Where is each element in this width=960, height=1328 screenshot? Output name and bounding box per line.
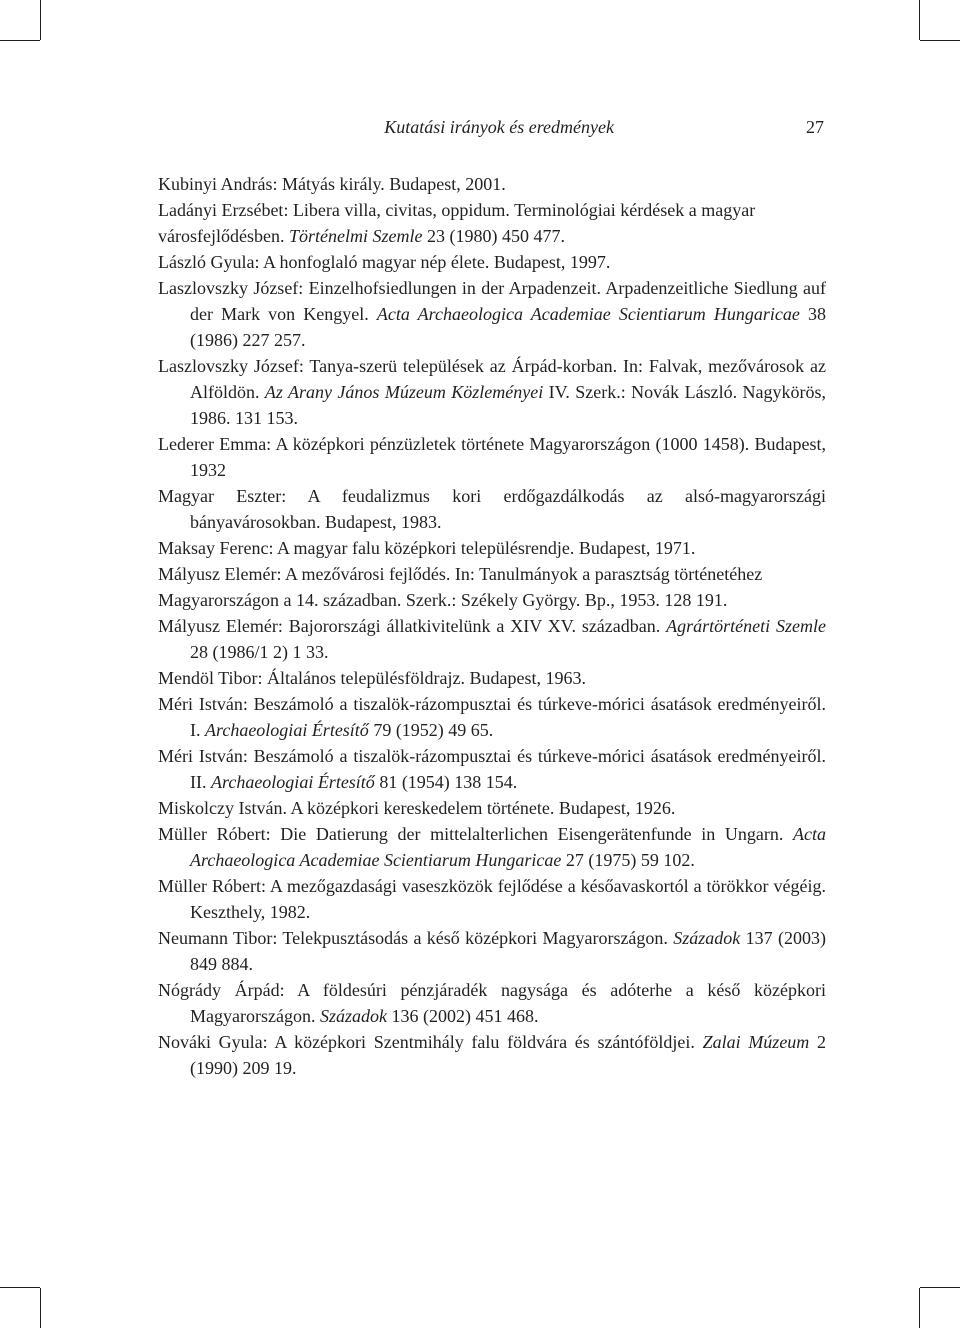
reference-entry (158, 431, 826, 483)
reference-text: Miskolczy István. A középkori kereskedelem története. Budapest, 1926. (158, 798, 676, 818)
reference-journal-title: Acta Archaeologica Academiae Scientiarum Hungaricae (190, 824, 826, 870)
reference-text: Mendöl Tibor: Általános településföldrajz. Budapest, 1963. (158, 668, 586, 688)
crop-mark (919, 0, 920, 40)
reference-entry (158, 171, 826, 197)
reference-entry (158, 1029, 826, 1081)
reference-entry (158, 795, 826, 821)
reference-entry (158, 873, 826, 925)
reference-journal-title: Századok (319, 1006, 387, 1026)
reference-text: Magyarországon a 14. században. Szerk.: Székely György. Bp., 1953. 128 191. (158, 590, 728, 610)
reference-text: Laszlovszky József: Tanya-szerü települések az Árpád-korban. In: Falvak, mezővárosok az Alföldön. (158, 356, 826, 402)
reference-text: Müller Róbert: Die Datierung der mittelalterlichen Eisengerätenfunde in Ungarn. (158, 824, 793, 844)
reference-text: 79 (1952) 49 65. (368, 720, 494, 740)
reference-text: 27 (1975) 59 102. (561, 850, 695, 870)
crop-mark (919, 1288, 920, 1328)
reference-text: Laszlovszky József: Einzelhofsiedlungen in der Arpadenzeit. Arpadenzeitliche Siedlung auf der Mark von Kengyel. (158, 278, 826, 324)
running-head (158, 117, 826, 141)
reference-journal-title: Századok (673, 928, 741, 948)
crop-mark (0, 40, 40, 41)
reference-entry (158, 821, 826, 873)
reference-entry (158, 613, 826, 665)
reference-text: 2 (1990) 209 19. (190, 1032, 827, 1078)
reference-text: Lederer Emma: A középkori pénzüzletek története Magyarországon (1000 1458). Budapest, 1932 (158, 434, 826, 480)
reference-entry (158, 743, 826, 795)
reference-journal-title: Archaeologiai Értesítő (211, 772, 375, 792)
reference-entry (158, 275, 826, 353)
crop-mark (920, 40, 960, 41)
reference-journal-title: Az Arany János Múzeum Közleményei (264, 382, 544, 402)
reference-entry (158, 223, 826, 249)
reference-text: László Gyula: A honfoglaló magyar nép élete. Budapest, 1997. (158, 252, 611, 272)
reference-text: 137 (2003) 849 884. (190, 928, 826, 974)
reference-list (158, 171, 826, 1081)
reference-text: Maksay Ferenc: A magyar falu középkori településrendje. Budapest, 1971. (158, 538, 696, 558)
reference-entry (158, 483, 826, 535)
reference-text: 28 (1986/1 2) 1 33. (190, 642, 329, 662)
reference-text: Nováki Gyula: A középkori Szentmihály falu földvára és szántóföldjei. (158, 1032, 703, 1052)
crop-mark (0, 1287, 40, 1288)
reference-journal-title: Zalai Múzeum (702, 1032, 810, 1052)
reference-text: Magyar Eszter: A feudalizmus kori erdőgazdálkodás az alsó-magyarországi bányavárosokban. Budapest, 1983. (158, 486, 826, 532)
reference-text: 23 (1980) 450 477. (422, 226, 565, 246)
reference-text: Mályusz Elemér: A mezővárosi fejlődés. In: Tanulmányok a parasztság történetéhez (158, 564, 763, 584)
reference-text: 81 (1954) 138 154. (374, 772, 518, 792)
reference-entry (158, 587, 826, 613)
reference-entry (158, 665, 826, 691)
reference-journal-title: Acta Archaeologica Academiae Scientiarum Hungaricae (376, 304, 800, 324)
reference-entry (158, 249, 826, 275)
reference-entry (158, 977, 826, 1029)
reference-text: Méri István: Beszámoló a tiszalök-rázompusztai és túrkeve-mórici ásatások eredményeiről. I. (158, 694, 826, 740)
page-number: 27 (806, 117, 824, 137)
crop-mark (40, 1288, 41, 1328)
reference-text: 38 (1986) 227 257. (190, 304, 826, 350)
reference-text: Mályusz Elemér: Bajorországi állatkivitelünk a XIV XV. században. (158, 616, 667, 636)
reference-entry (158, 561, 826, 587)
reference-text: Müller Róbert: A mezőgazdasági vaseszközök fejlődése a későavaskortól a törökkor végéig. Keszthely, 1982. (158, 876, 826, 922)
reference-text: Nógrády Árpád: A földesúri pénzjáradék nagysága és adóterhe a késő középkori Magyarországon. (158, 980, 826, 1026)
reference-journal-title: Agrártörténeti Szemle (666, 616, 826, 636)
reference-text: Méri István: Beszámoló a tiszalök-rázompusztai és túrkeve-mórici ásatások eredményeiről. II. (158, 746, 826, 792)
reference-text: Ladányi Erzsébet: Libera villa, civitas, oppidum. Terminológiai kérdések a magyar (158, 200, 756, 220)
reference-journal-title: Történelmi Szemle (288, 226, 423, 246)
crop-mark (40, 0, 41, 40)
reference-entry (158, 691, 826, 743)
reference-entry (158, 197, 826, 223)
crop-mark (920, 1287, 960, 1288)
reference-entry (158, 535, 826, 561)
reference-entry (158, 925, 826, 977)
reference-entry (158, 353, 826, 431)
reference-text: városfejlődésben. (158, 226, 289, 246)
reference-text: 136 (2002) 451 468. (386, 1006, 539, 1026)
reference-text: Neumann Tibor: Telekpusztásodás a késő középkori Magyarországon. (158, 928, 674, 948)
reference-text: IV. Szerk.: Novák László. Nagykörös, 1986. 131 153. (190, 382, 826, 428)
reference-journal-title: Archaeologiai Értesítő (205, 720, 369, 740)
running-title: Kutatási irányok és eredmények (384, 117, 614, 137)
reference-text: Kubinyi András: Mátyás király. Budapest, 2001. (158, 174, 506, 194)
